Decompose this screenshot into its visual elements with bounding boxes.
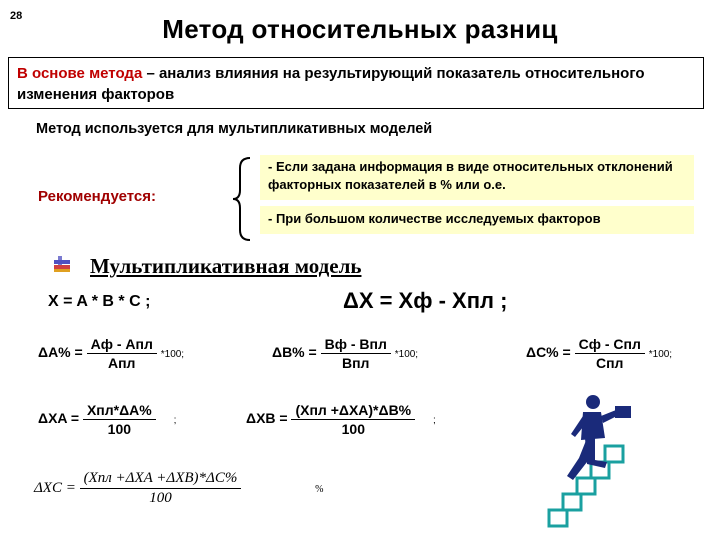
usage-text: Метод используется для мультипликативных моделей [36,121,433,137]
formula-tail: ; [173,415,177,427]
delta-a-percent-formula [38,336,184,371]
formula-tail: ; [433,415,436,427]
curly-brace-icon [230,156,254,242]
formula-denominator: Bпл [341,355,370,371]
formula-numerator: Aф - Aпл [87,336,157,354]
delta-x-formula: ΔX = Xф - Xпл ; [343,288,508,313]
page-title: Метод относительных разниц [162,14,558,44]
delta-xa-formula [38,402,176,437]
formula-lhs: ΔC% = [526,344,571,361]
delta-b-percent-formula [272,336,418,371]
formula-tail: *100; [394,349,419,361]
man-climbing-stairs-icon [535,390,655,530]
formula-denominator: 100 [149,490,172,506]
formula-lhs: ΔA% = [38,344,83,361]
formula-denominator: Aпл [107,355,136,371]
formula-tail: *100; [648,349,673,361]
formula-numerator: Xпл*ΔA% [83,402,156,420]
recommendation-item: - При большом количестве исследуемых факторов [260,206,694,234]
formula-numerator: (Xпл +ΔXA +ΔXB)*ΔC% [80,470,242,489]
model-subtitle: Мультипликативная модель [90,254,362,278]
formula-numerator: (Xпл +ΔXA)*ΔB% [291,402,415,420]
formula-lhs: ΔXC = [34,479,76,496]
delta-xc-formula [34,470,323,507]
method-basis-box [8,57,704,109]
basis-text: – анализ влияния на результирующий показатель относительного изменения факторов [17,65,645,103]
formula-denominator: 100 [107,421,132,437]
basis-highlight: В основе метода [17,65,143,82]
page-number: 28 [10,10,23,22]
recommendation-item: - Если задана информация в виде относительных отклонений факторных показателей в % или о.е. [260,155,694,200]
formula-denominator: Cпл [595,355,624,371]
formula-denominator: 100 [341,421,365,437]
formula-numerator: Cф - Cпл [575,336,645,354]
formula-numerator: Bф - Bпл [321,336,391,354]
recommend-label: Рекомендуется: [38,188,156,205]
formula-lhs: ΔB% = [272,344,317,361]
formula-lhs: ΔXA = [38,410,80,427]
delta-xb-formula [246,402,436,437]
delta-c-percent-formula [526,336,672,371]
formula-tail: % [315,483,324,495]
stacked-bullet-icon [52,256,74,274]
model-formula: X = A * B * C ; [48,293,151,310]
formula-tail: *100; [160,349,185,361]
formula-lhs: ΔXB = [246,410,288,427]
